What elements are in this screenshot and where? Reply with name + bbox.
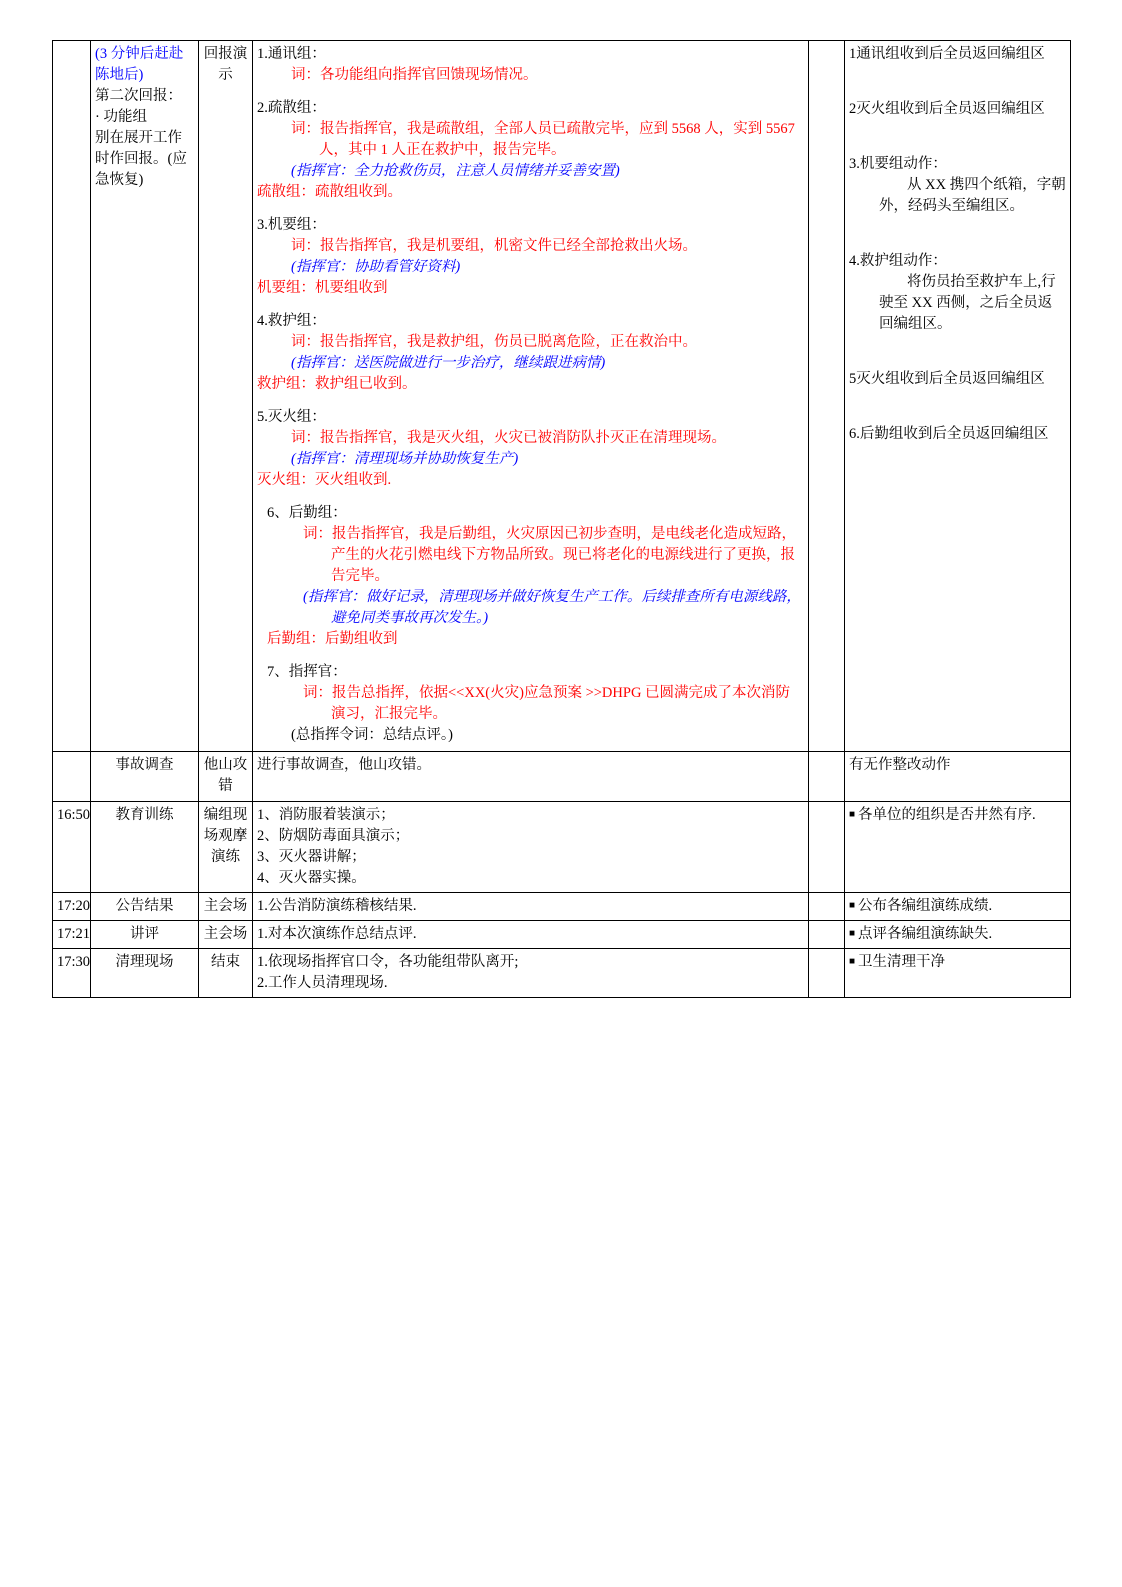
note-lead: 2灭火组收到后全员返回编组区 [849,101,1045,118]
table-row [53,948,1071,997]
note-block [849,99,1066,120]
detail-block [257,407,804,491]
cell-detail: 进行事故调查，他山攻错。 [253,752,809,801]
table-row [53,892,1071,920]
cell-mode: 他山攻错 [199,752,253,801]
note-line: 从 XX 携四个纸箱，字朝外，经码头至编组区。 [879,177,1066,215]
block-line: 词：报告指挥官，我是后勤组，火灾原因已初步查明，是电线老化造成短路，产生的火花引燃电线下方物品所致。现已将老化的电源线进行了更换，报告完毕。 [303,526,796,585]
block-line: 救护组：救护组已收到。 [257,376,417,393]
detail-line: 3、灭火器讲解； [257,848,366,865]
table-row [53,41,1071,752]
table-row [53,752,1071,801]
detail-block [257,311,804,395]
note-lead: 6.后勤组收到后全员返回编组区 [849,426,1049,443]
cell-item: 公告结果 [91,892,199,920]
note-block [849,251,1066,335]
cell-time: 17:21 [53,920,91,948]
cell-item: 清理现场 [91,948,199,997]
cell-note [845,801,1071,892]
note-block [849,424,1066,445]
note-bullet: ■ 点评各编组演练缺失. [849,924,1066,945]
block-line: 词：报告指挥官，我是灭火组，火灾已被消防队扑灭正在清理现场。 [291,430,726,447]
block-line: (指挥官：送医院做进行一步治疗，继续跟进病情) [291,355,606,372]
cell-mode: 主会场 [199,892,253,920]
table-row [53,801,1071,892]
cell-mode: 回报演示 [199,41,253,752]
block-lead: 3.机要组： [257,217,326,234]
cell-blank [809,752,845,801]
drill-schedule-table [52,40,1071,998]
cell-item: 讲评 [91,920,199,948]
block-line: 词：报告指挥官，我是疏散组，全部人员已疏散完毕，应到 5568 人，实到 5567 人，其中 1 人正在救护中，报告完毕。 [291,121,795,159]
item-line: 时作回报。(应 [95,151,187,168]
block-lead: 1.通讯组： [257,46,326,62]
note-block [849,369,1066,390]
note-block [849,154,1066,217]
detail-line: 4、灭火器实操。 [257,869,366,886]
note-bullet: ■ 卫生清理干净 [849,952,1066,973]
cell-time [53,41,91,752]
block-line: 机要组：机要组收到 [257,280,388,297]
cell-detail [253,948,809,997]
cell-detail: 1.对本次演练作总结点评. [253,920,809,948]
block-lead: 5.灭火组： [257,409,326,426]
detail-block [257,215,804,299]
note-block [849,44,1066,65]
block-line: (指挥官：全力抢救伤员，注意人员情绪并妥善安置) [291,163,620,180]
cell-blank [809,920,845,948]
cell-time: 16:50 [53,801,91,892]
cell-note [845,920,1071,948]
block-line: (总指挥令词：总结点评。) [291,727,453,744]
detail-block [257,662,804,746]
cell-blank [809,948,845,997]
block-lead: 7、指挥官： [267,664,347,681]
note-lead: 5灭火组收到后全员返回编组区 [849,371,1045,388]
note-lead: 3.机要组动作： [849,156,947,173]
cell-mode: 主会场 [199,920,253,948]
block-line: (指挥官：协助看管好资料) [291,259,461,276]
note-lead: 4.救护组动作： [849,253,947,270]
block-lead: 4.救护组： [257,313,326,330]
detail-line: 1、消防服着装演示； [257,806,395,823]
cell-item: 事故调查 [91,752,199,801]
item-line: 陈地后) [95,67,144,84]
block-lead: 6、后勤组： [267,505,347,522]
block-line: 词：各功能组向指挥官回馈现场情况。 [291,67,538,84]
cell-note [845,41,1071,752]
item-line: 第二次回报： [95,88,182,105]
detail-block [257,503,804,650]
cell-blank [809,801,845,892]
block-line: 词：报告指挥官，我是救护组，伤员已脱离危险，正在救治中。 [291,334,697,351]
block-line: (指挥官：做好记录，清理现场并做好恢复生产工作。后续排查所有电源线路，避免同类事故再次发生。) [303,589,801,627]
detail-line: 2、防烟防毒面具演示； [257,827,410,844]
cell-time [53,752,91,801]
item-line: 急恢复) [95,172,144,189]
cell-mode: 编组现场观摩演练 [199,801,253,892]
item-line: (3 分钟后赶赴 [95,46,184,62]
cell-time: 17:20 [53,892,91,920]
cell-note [845,948,1071,997]
cell-detail: 1.公告消防演练稽核结果. [253,892,809,920]
note-bullet: ■ 公布各编组演练成绩. [849,896,1066,917]
cell-item: 教育训练 [91,801,199,892]
block-line: (指挥官：清理现场并协助恢复生产) [291,451,519,468]
block-line: 灭火组：灭火组收到. [257,472,392,489]
cell-item [91,41,199,752]
cell-note: 有无作整改动作 [845,752,1071,801]
block-line: 词：报告指挥官，我是机要组，机密文件已经全部抢救出火场。 [291,238,697,255]
table-row [53,920,1071,948]
note-line: 将伤员抬至救护车上,行驶至 XX 西侧，之后全员返回编组区。 [879,274,1056,333]
block-line: 后勤组：后勤组收到 [267,631,398,648]
detail-block [257,44,804,86]
detail-block [257,98,804,203]
cell-mode: 结束 [199,948,253,997]
block-line: 词：报告总指挥，依据<<XX(火灾)应急预案 >>DHPG 已圆满完成了本次消防演习，汇报完毕。 [303,685,791,723]
note-bullet: ■ 各单位的组织是否井然有序. [849,805,1066,826]
detail-line: 2.工作人员清理现场. [257,974,388,991]
cell-detail [253,41,809,752]
detail-line: 1.依现场指挥官口令，各功能组带队离开; [257,953,519,970]
cell-detail [253,801,809,892]
block-lead: 2.疏散组： [257,100,326,117]
block-line: 疏散组：疏散组收到。 [257,184,402,201]
cell-time: 17:30 [53,948,91,997]
cell-note [845,892,1071,920]
item-line: · 功能组 [95,109,147,126]
cell-blank [809,41,845,752]
cell-blank [809,892,845,920]
item-line: 别在展开工作 [95,130,182,147]
note-lead: 1通讯组收到后全员返回编组区 [849,46,1045,62]
